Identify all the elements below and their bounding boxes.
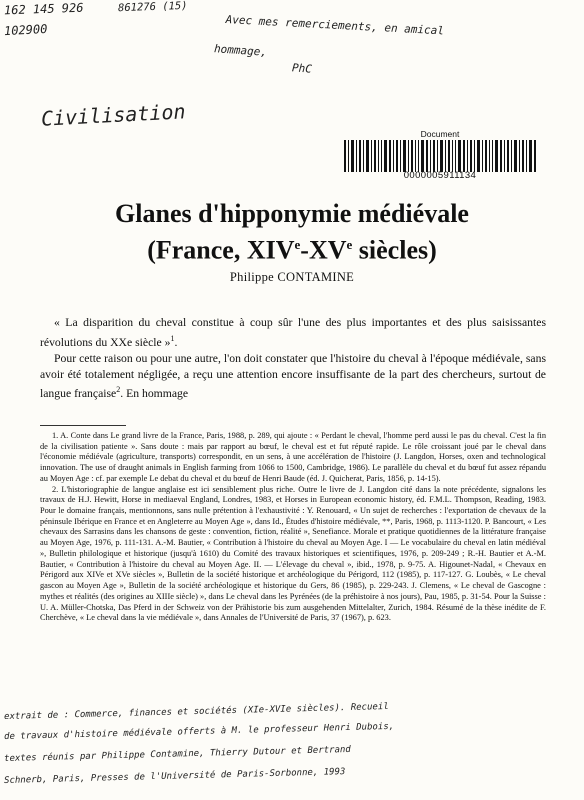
handwritten-margin-note: Civilisation [40, 99, 187, 131]
footnote-1: 1. A. Conte dans Le grand livre de la France, Paris, 1988, p. 289, qui ajoute : « Perdant le cheval, l'homme perd aussi le pas du cheval. C'est la fin de la civilisation patiente ». Sans doute : mais par rapport au bœuf, le cheval est et fut réputé rapide. Le rôle croissant joué par le cheval dans l'économie médiévale (agriculture, transports) correspondit, en un sens, à une accélération de l'histoire (J. Langdon, Horses, oxen and technological innovation. The use of draught animals in English farming from 1066 to 1500, Cambridge, 1986). Le parallèle du cheval et du bœuf fut assez répandu au Moyen Age : cf. par exemple Le debat du cheval et du bœuf de Henri Baude (éd. J. Quicherat, Paris, 1856, p. 14-15). [40, 431, 546, 483]
handwritten-source-line-2: de travaux d'histoire médiévale offerts à M. le professeur Henri Dubois, [4, 721, 395, 742]
footnote-ref-1: 1 [170, 333, 175, 343]
body-paragraph: Pour cette raison ou pour une autre, l'on doit constater que l'histoire du cheval à l'époque médiévale, sans avoir été totalement négligée, a reçu une attention encore insuffisante de la part des chercheurs, surtout de langue française$^2$. En hommage [40, 352, 546, 400]
document-label-heading: Document [420, 129, 460, 139]
article-title-line-1: Glanes d'hipponymie médiévale [115, 199, 469, 228]
handwritten-source-line-3: textes réunis par Philippe Contamine, Thierry Dutour et Bertrand [4, 744, 351, 764]
handwritten-dedication-line-1: Avec mes remerciements, en amical [225, 13, 445, 38]
article-author: Philippe CONTAMINE [229, 270, 355, 284]
footnote-divider [40, 425, 126, 426]
handwritten-reference-1: 162 145 926 [3, 0, 84, 18]
handwritten-dedication-line-2: hommage, [213, 42, 268, 59]
document-number: 0000005911134 [403, 170, 477, 181]
document-label [340, 129, 540, 185]
article-title-line-2: (France, XIVe-XVe siècles) [147, 235, 437, 265]
handwritten-source-line-1: extrait de : Commerce, finances et sociétés (XIe-XVIe siècles). Recueil [4, 701, 389, 722]
barcode-icon [344, 140, 536, 172]
handwritten-dedication-signature: PhC [291, 61, 313, 76]
article-title [0, 198, 584, 266]
handwritten-reference-2: 102900 [3, 21, 48, 39]
handwritten-reference-3: 861276 (15) [117, 0, 188, 15]
epigraph-text: « La disparition du cheval constitue à coup sûr l'une des plus importantes et des plus saisissantes révolutions du XXe siècle » [40, 316, 546, 349]
footnotes [40, 431, 546, 624]
epigraph-quote: « La disparition du cheval constitue à coup sûr l'une des plus importantes et des plus saisissantes révolutions du XXe siècle »$^1$. [40, 316, 546, 349]
body-paragraph-text: Pour cette raison ou pour une autre, l'on doit constater que l'histoire du cheval à l'époque médiévale, sans avoir été totalement négligée, a reçu une attention encore insuffisante de la part des chercheurs, surtout de langue française [40, 352, 546, 400]
footnote-2: 2. L'historiographie de langue anglaise est ici sensiblement plus riche. Outre le livre de J. Langdon cité dans la note précédente, signalons les travaux de H.J. Hewitt, Horse in mediaeval England, Londres, 1983, et Horses in European economic history, éd. F.M.L. Thompson, Reading, 1983. Pour le domaine français, mentionnons, sans nulle prétention à l'exhaustivité : Y. Renouard, « Un sujet de recherches : l'exportation de chevaux de la péninsule Ibérique en France et en Angleterre au Moyen Age », dans Id., Études d'histoire médiévale, **, Paris, 1968, p. 1113-1120. P. Bancourt, « Les chevaux des Sarrasins dans les chansons de geste : convention, fiction, réalité », Senefiance. Morale et pratique quotidiennes de la littérature française au Moyen Age, 1976, p. 111-131. A.-M. Bautier, « Contribution à l'histoire du cheval au Moyen Age. I — Le vocabulaire du cheval en latin médiéval », Bulletin philologique et historique (jusqu'à 1610) du Comité des travaux historiques et scientifiques, 1976, p. 209-249 ; R.-H. Bautier et A.-M. Bautier, « Contribution à l'histoire du cheval au Moyen Age. II. — L'élevage du cheval », ibid., 1978, p. 9-75. A. Higounet-Nadal, « Chevaux en Périgord aux XIVe et XVe siècles », Bulletin de la société historique et archéologique du Périgord, 112 (1985), p. 117-127. G. Loubès, « Le cheval gascon au Moyen Age », Bulletin de la société archéologique et historique du Gers, 86 (1985), p. 229-243. J. Clemens, « Le cheval de Gascogne : mythes et réalités (des origines au XIIIe siècle) », dans Le cheval dans les Pyrénées (de la préhistoire à nos jours), Pau, 1985, p. 31-54. Pour la Suisse : U. A. Müller-Chotska, Das Pferd in der Schweiz von der Prähistorie bis zum ausgehenden Mittelalter, Zurich, 1984. Résumé de la thèse inédite de F. Cherchève, « Le cheval dans la vie médiévale », dans Annales de l'Université de Paris, 37 (1967), p. 623. [40, 484, 546, 623]
handwritten-source-line-4: Schnerb, Paris, Presses de l'Université de Paris-Sorbonne, 1993 [4, 767, 346, 786]
footnote-ref-2: 2 [116, 385, 121, 394]
